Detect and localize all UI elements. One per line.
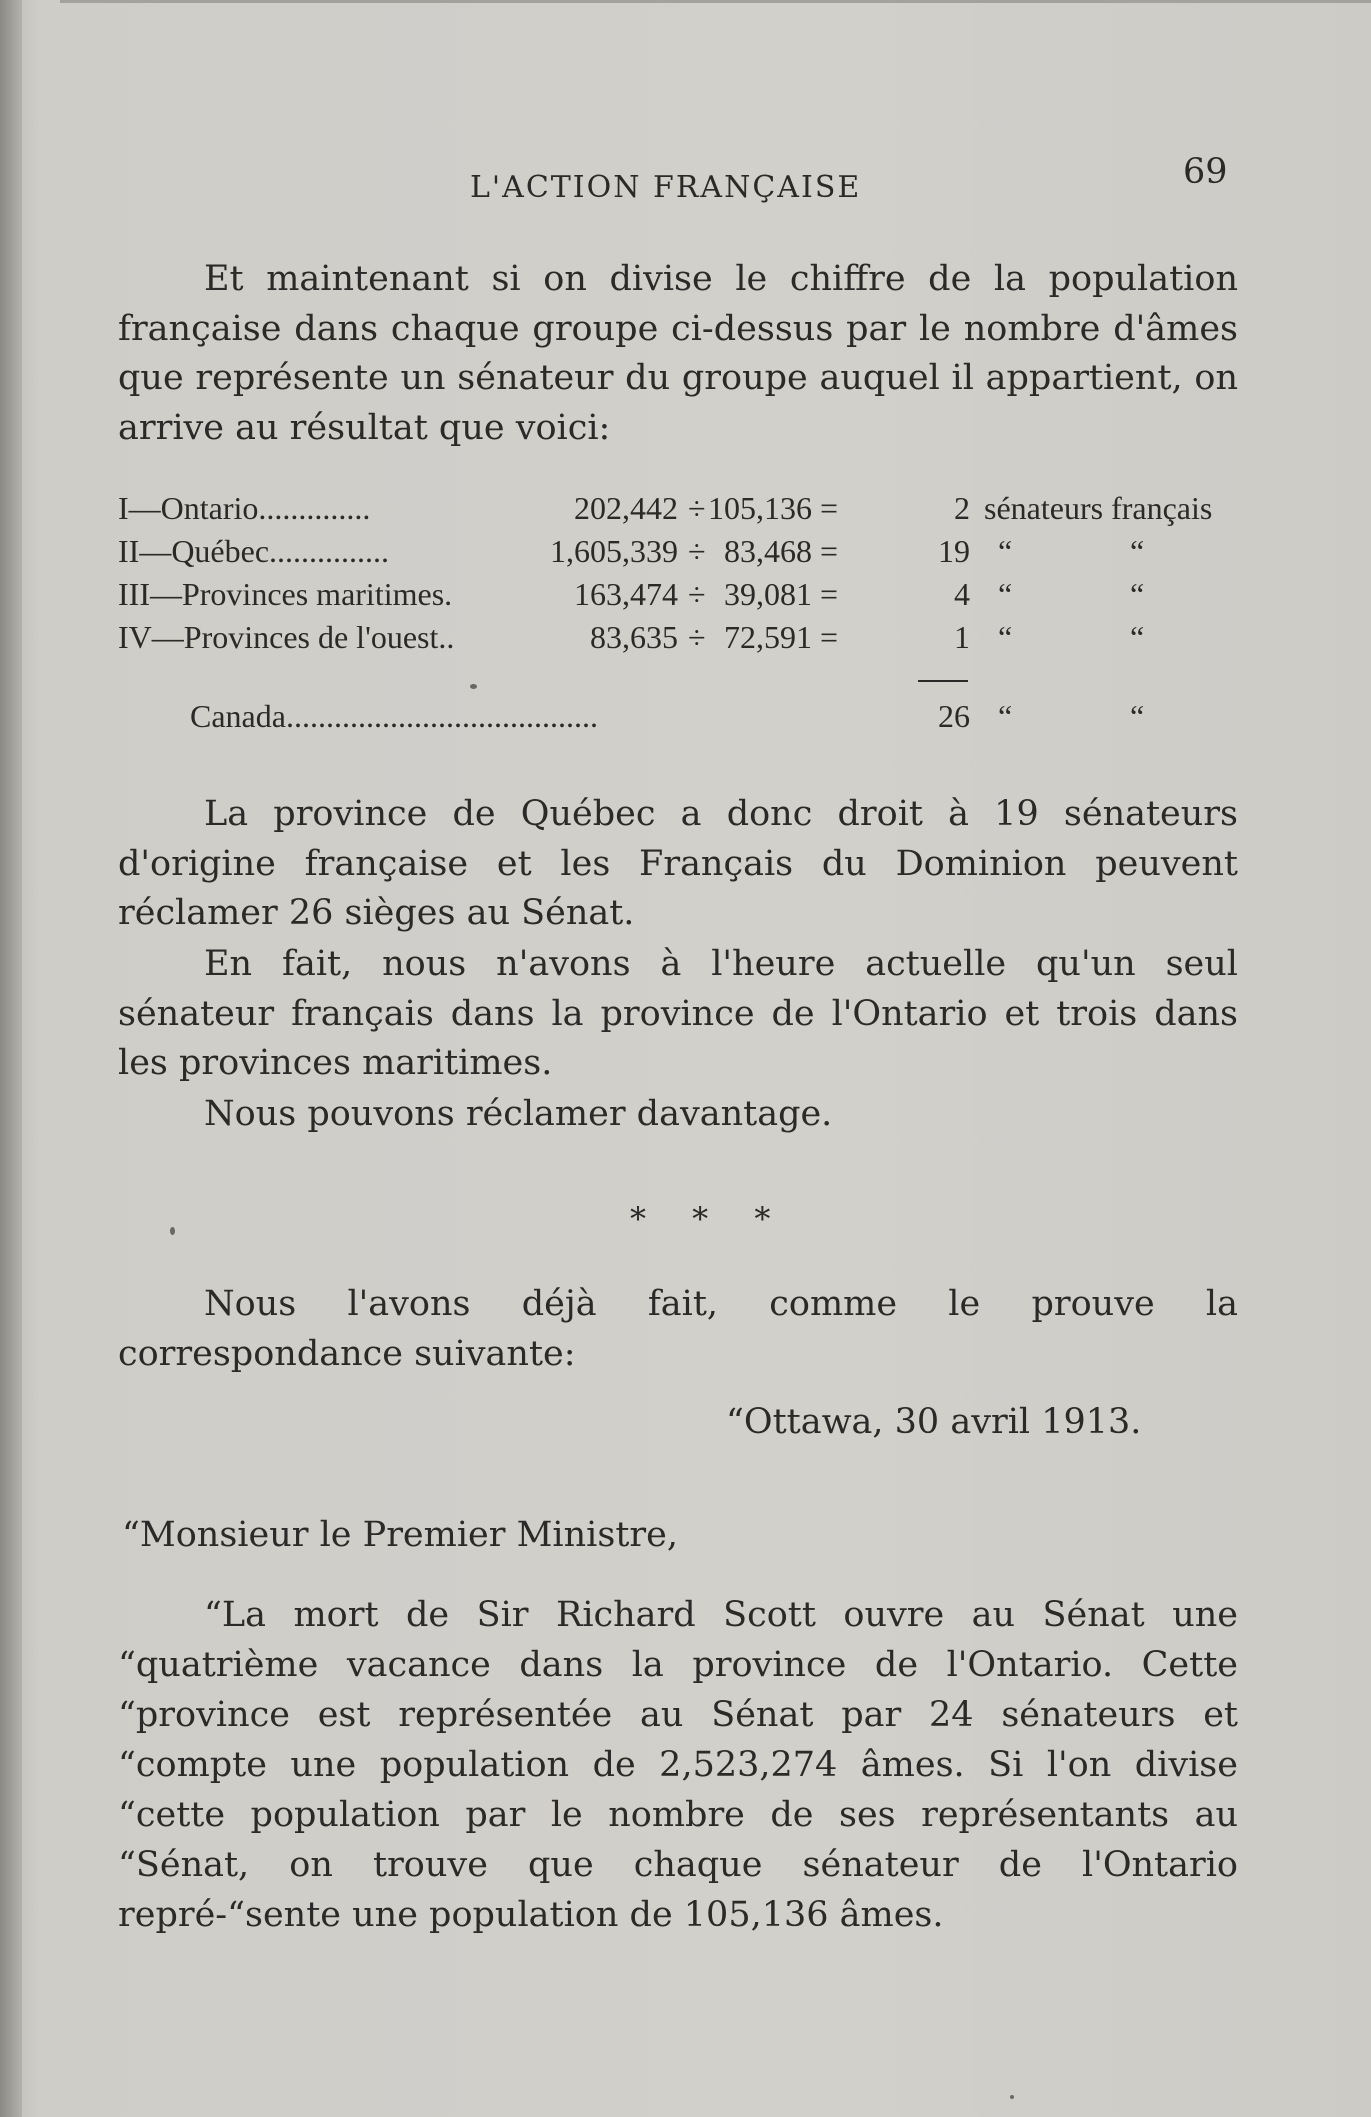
paper-speck	[470, 684, 477, 689]
ditto-mark: “	[1130, 576, 1145, 612]
table-row	[118, 533, 1238, 576]
table-row	[118, 490, 1238, 533]
total-label: Canada.......................................	[190, 698, 598, 734]
letter-salutation: “Monsieur le Premier Ministre,	[122, 1515, 678, 1555]
ditto-mark: “	[1130, 533, 1145, 569]
ditto-mark: “	[1130, 619, 1145, 655]
letter-intro: Nous l'avons déjà fait, comme le prouve la correspondance suivante:	[118, 1284, 1238, 1374]
row-region: I—Ontario..............	[118, 490, 371, 526]
running-head: L'ACTION FRANÇAISE	[470, 170, 862, 205]
senator-table	[118, 490, 1238, 744]
page-top-edge	[60, 0, 1371, 3]
paragraph-claim-more: Nous pouvons réclamer davantage.	[204, 1094, 833, 1134]
row-divisor: 83,468 =	[723, 533, 838, 569]
row-population: 202,442	[574, 490, 678, 526]
row-region: III—Provinces maritimes.	[118, 576, 453, 612]
row-divisor: 39,081 =	[723, 576, 838, 612]
table-row	[118, 576, 1238, 619]
letter-body: “La mort de Sir Richard Scott ouvre au Sénat une “quatrième vacance dans la province de l'Ontario. Cette “province est représentée au Sénat par 24 sénateurs et “compte une population de 2,523,274 âmes. Si l'on divise “cette population par le nombre de ses représentants au “Sénat, on trouve que chaque sénateur de l'Ontario repré-“sente une population de 105,136 âmes.	[118, 1595, 1238, 1935]
paper-speck	[170, 1227, 175, 1235]
paragraph-current-senators: En fait, nous n'avons à l'heure actuelle qu'un seul sénateur français dans la province de l'Ontario et trois dans les provinces maritimes.	[118, 944, 1238, 1083]
ditto-mark: “	[998, 533, 1013, 569]
page-gutter	[0, 0, 22, 2117]
row-result: 1	[954, 619, 970, 655]
row-divide-sign: ÷	[688, 576, 706, 612]
row-divide-sign: ÷	[688, 619, 706, 655]
total-result: 26	[938, 698, 970, 734]
row-divide-sign: ÷	[688, 490, 706, 526]
row-result: 4	[954, 576, 970, 612]
row-divisor: 72,591 =	[723, 619, 838, 655]
ditto-mark: “	[998, 619, 1013, 655]
row-result: 19	[938, 533, 970, 569]
intro-paragraph: Et maintenant si on divise le chiffre de la population française dans chaque groupe ci-dessus par le nombre d'âmes que représente un sénateur du groupe auquel il appartient, on arrive au résultat que voici:	[118, 259, 1238, 448]
paper-speck	[1010, 2095, 1014, 2099]
row-population: 83,635	[590, 619, 678, 655]
row-result: 2	[954, 490, 970, 526]
sum-rule-row	[118, 662, 1238, 698]
letter-dateline: “Ottawa, 30 avril 1913.	[726, 1402, 1142, 1442]
row-divisor: 105,136 =	[707, 490, 838, 526]
row-population: 163,474	[574, 576, 678, 612]
sum-rule	[918, 680, 968, 682]
row-divide-sign: ÷	[688, 533, 706, 569]
table-row	[118, 619, 1238, 662]
section-separator: * * *	[630, 1200, 789, 1238]
row-region: II—Québec...............	[118, 533, 390, 569]
row-region: IV—Provinces de l'ouest..	[118, 619, 455, 655]
table-total-row	[118, 698, 1238, 744]
row-label: sénateurs français	[984, 490, 1213, 526]
ditto-mark: “	[1130, 698, 1145, 734]
ditto-mark: “	[998, 698, 1013, 734]
ditto-mark: “	[998, 576, 1013, 612]
row-population: 1,605,339	[550, 533, 678, 569]
page-number: 69	[1183, 152, 1228, 192]
paragraph-quebec-rights: La province de Québec a donc droit à 19 sénateurs d'origine française et les Français du Dominion peuvent réclamer 26 sièges au Sénat.	[118, 794, 1238, 933]
